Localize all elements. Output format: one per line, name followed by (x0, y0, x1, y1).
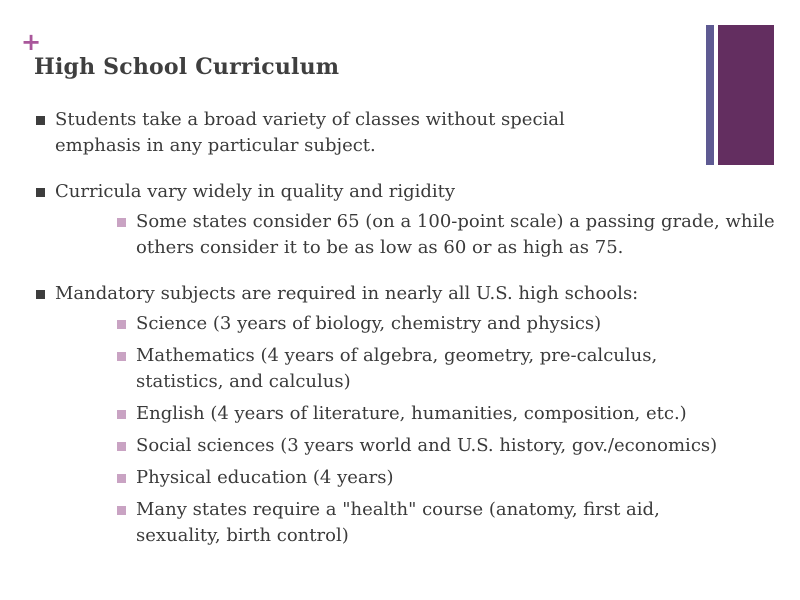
square-sub-bullet-icon (117, 506, 126, 515)
square-sub-bullet-icon (117, 218, 126, 227)
plus-icon: + (21, 28, 42, 56)
sub-bullet-list (115, 209, 774, 261)
bullet-item (34, 281, 774, 549)
sub-bullet-item (115, 209, 774, 261)
bullet-text: Students take a broad variety of classes without special emphasis in any particular subject. (55, 109, 565, 156)
square-sub-bullet-icon (117, 410, 126, 419)
bullet-text: Curricula vary widely in quality and rigidity (55, 181, 456, 202)
bullet-list (34, 107, 774, 569)
sub-bullet-item (115, 433, 774, 459)
sub-bullet-text: Many states require a "health" course (anatomy, first aid, sexuality, birth control) (136, 499, 660, 546)
sub-bullet-text: Social sciences (3 years world and U.S. history, gov./economics) (136, 435, 718, 456)
square-bullet-icon (36, 188, 45, 197)
square-sub-bullet-icon (117, 320, 126, 329)
sub-bullet-item (115, 497, 774, 549)
sub-bullet-text: Science (3 years of biology, chemistry and physics) (136, 313, 602, 334)
bullet-item (34, 179, 774, 261)
slide-title: High School Curriculum (34, 54, 340, 80)
square-bullet-icon (36, 116, 45, 125)
sub-bullet-item (115, 401, 774, 427)
sub-bullet-item (115, 311, 774, 337)
sub-bullet-text: Some states consider 65 (on a 100-point scale) a passing grade, while others consider it to be as low as 60 or as high as 75. (136, 211, 775, 258)
bullet-item (34, 107, 774, 159)
sub-bullet-text: Physical education (4 years) (136, 467, 394, 488)
sub-bullet-item (115, 343, 774, 395)
sub-bullet-text: English (4 years of literature, humanities, composition, etc.) (136, 403, 687, 424)
sub-bullet-text: Mathematics (4 years of algebra, geometry, pre-calculus, statistics, and calculus) (136, 345, 658, 392)
square-sub-bullet-icon (117, 474, 126, 483)
bullet-text: Mandatory subjects are required in nearly all U.S. high schools: (55, 283, 639, 304)
square-sub-bullet-icon (117, 352, 126, 361)
square-bullet-icon (36, 290, 45, 299)
sub-bullet-list (115, 311, 774, 549)
sub-bullet-item (115, 465, 774, 491)
square-sub-bullet-icon (117, 442, 126, 451)
